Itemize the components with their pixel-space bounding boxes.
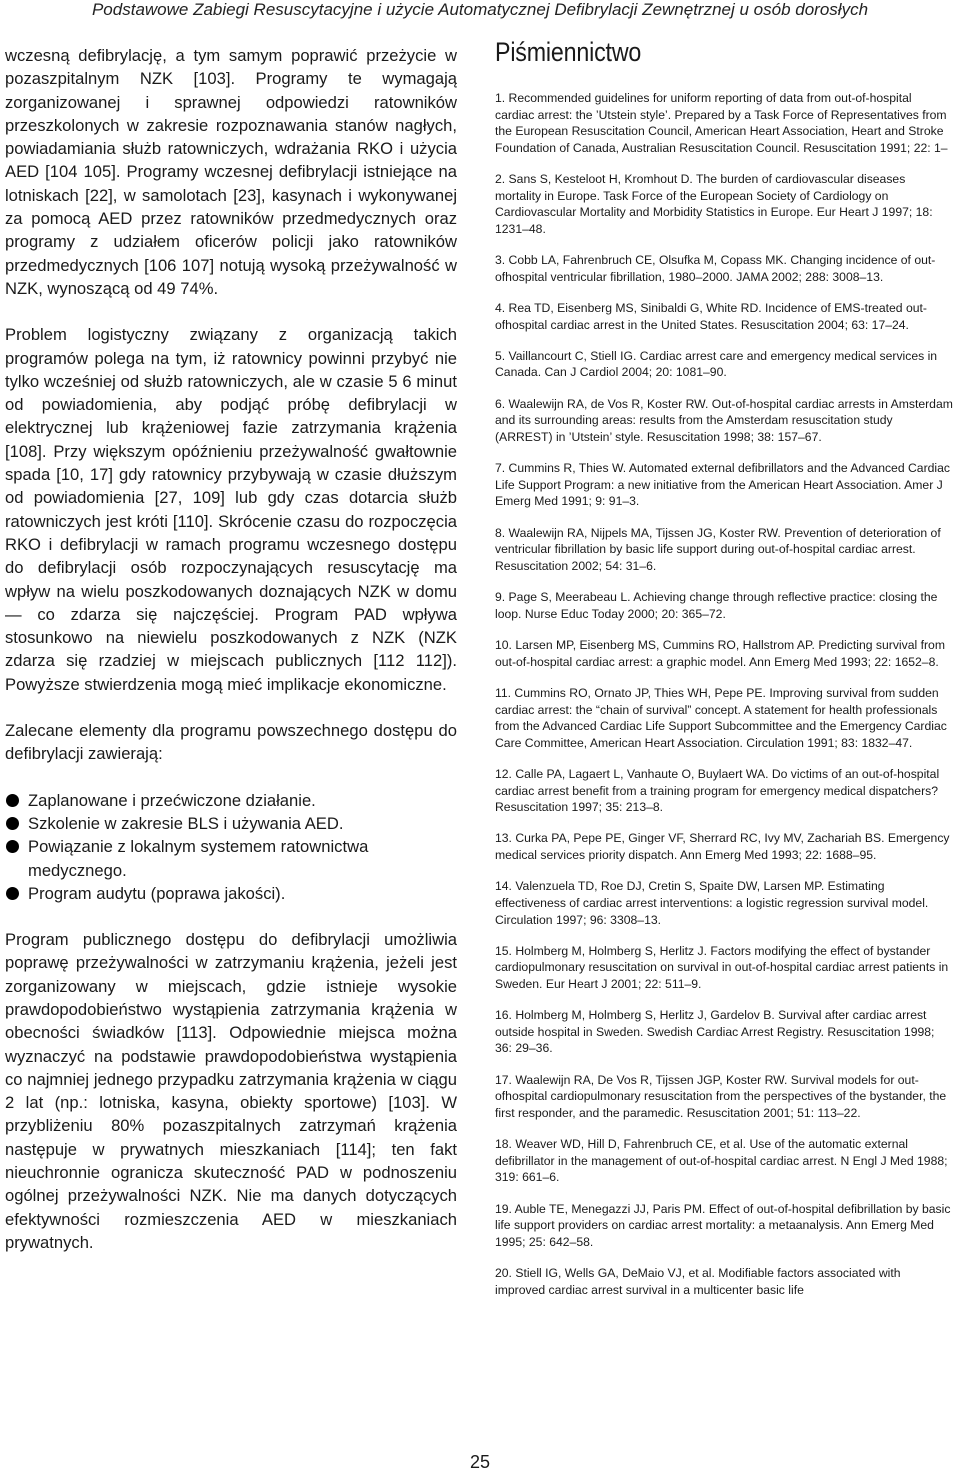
reference-item: 7. Cummins R, Thies W. Automated external defibrillators and the Advanced Cardiac Life Support Program: a new initiative from the American Heart Association. Amer J Emerg Med 1991; 9: 91–3. bbox=[495, 461, 950, 509]
bullet-icon bbox=[6, 817, 19, 830]
reference-item: 5. Vaillancourt C, Stiell IG. Cardiac arrest care and emergency medical services in Canada. Can J Cardiol 2004; 20: 1081–90. bbox=[495, 348, 938, 380]
body-paragraph: Problem logistyczny związany z organizacją takich programów polega na tym, iż ratownicy powinni przybyć nie tylko wcześniej od służb ratowniczych, ale w czasie 5 6 minut od powiadomienia, aby podjąć próbę defibrylacji w elektrycznej lub krążeniowej fazie zatrzymania krążenia [108]. Przy większym opóźnieniu przeżywalność gwałtownie spada [10, 17] gdy ratownicy przybywają w czasie dłuższym od powiadomienia [27, 109] lub gdy czas dotarcia służb ratowniczych jest króti [110]. Skrócenie czasu do rozpoczęcia RKO i defibrylacji w ramach programu wczesnego dostępu do defibrylacji osób rozpoczynających resuscytację ma wpływ na wielu poszkodowanych doznających NZK w domu — co zdarza się najczęściej. Program PAD wpływa stosunkowo na niewielu poszkodowanych z NZK (NZK zdarza się rzadziej w miejscach publicznych [112 112]). Powyższe stwierdzenia mogą mieć implikacje ekonomiczne. bbox=[5, 325, 457, 694]
list-item-text: Powiązanie z lokalnym systemem ratownictwa medycznego. bbox=[28, 837, 369, 880]
list-item bbox=[5, 789, 457, 812]
reference-item: 4. Rea TD, Eisenberg MS, Sinibaldi G, White RD. Incidence of EMS-treated out-ofhospital cardiac arrest in the United States. Resuscitation 2004; 63: 17–24. bbox=[495, 301, 927, 332]
list-item-text: Program audytu (poprawa jakości). bbox=[28, 883, 286, 903]
reference-item: 14. Valenzuela TD, Roe DJ, Cretin S, Spaite DW, Larsen MP. Estimating effectiveness of cardiac arrest interventions: a logistic regression survival model. Circulation 1997; 96: 3308–13. bbox=[495, 879, 929, 927]
reference-item: 9. Page S, Meerabeau L. Achieving change through reflective practice: closing the loop. Nurse Educ Today 2000; 20: 365–72. bbox=[495, 590, 938, 621]
reference-list bbox=[495, 90, 953, 1298]
list-item bbox=[5, 882, 457, 905]
list-item bbox=[5, 835, 457, 882]
running-header bbox=[0, 0, 960, 20]
reference-item: 18. Weaver WD, Hill D, Fahrenbruch CE, et al. Use of the automatic external defibrillator in the management of out-of-hospital cardiac arrest. N Engl J Med 1988; 319: 661–6. bbox=[495, 1137, 948, 1185]
reference-item: 12. Calle PA, Lagaert L, Vanhaute O, Buylaert WA. Do victims of an out-of-hospital cardiac arrest benefit from a training program for emergency medical dispatchers? Resuscitation 1997; 35: 213–8. bbox=[495, 766, 940, 815]
reference-item: 19. Auble TE, Menegazzi JJ, Paris PM. Effect of out-of-hospital defibrillation by basic life support providers on cardiac arrest mortality: a metaanalysis. Ann Emerg Med 1995; 25: 642–58. bbox=[495, 1201, 951, 1249]
body-text-column bbox=[5, 44, 457, 1254]
running-header-title: Podstawowe Zabiegi Resuscytacyjne i użycie Automatycznej Defibrylacji Zewnętrznej u osób dorosłych bbox=[91, 0, 869, 19]
reference-item: 13. Curka PA, Pepe PE, Ginger VF, Sherrard RC, Ivy MV, Zachariah BS. Emergency medical services priority dispatch. Ann Emerg Med 1993; 22: 1688–95. bbox=[495, 831, 950, 863]
reference-item: 10. Larsen MP, Eisenberg MS, Cummins RO, Hallstrom AP. Predicting survival from out-of-hospital cardiac arrest: a graphic model. Ann Emerg Med 1993; 22: 1652–8. bbox=[495, 638, 945, 669]
list-item-text: Zaplanowane i przećwiczone działanie. bbox=[28, 790, 316, 810]
references-column bbox=[495, 36, 953, 1313]
bullet-icon bbox=[6, 887, 19, 900]
body-paragraph: Zalecane elementy dla programu powszechnego dostępu do defibrylacji zawierają: bbox=[5, 721, 457, 764]
reference-item: 3. Cobb LA, Fahrenbruch CE, Olsufka M, Copass MK. Changing incidence of out-ofhospital ventricular fibrillation, 1980–2000. JAMA 2002; 288: 3008–13. bbox=[495, 253, 936, 284]
reference-item: 6. Waalewijn RA, de Vos R, Koster RW. Out-of-hospital cardiac arrests in Amsterdam and its surrounding areas: results from the Amsterdam resuscitation study (ARREST) in ’Utstein’ style. Resuscitation 1998; 38: 157–67. bbox=[495, 396, 953, 444]
bullet-icon bbox=[6, 794, 19, 807]
references-heading: Piśmiennictwo bbox=[495, 37, 642, 67]
body-paragraph: wczesną defibrylację, a tym samym poprawić przeżycie w pozaszpitalnym NZK [103]. Programy te wymagają zorganizowanej i sprawnej odpowiedzi ratowników przeszkolonych w zakresie rozpoznawania stanów nagłych, powiadamiania służb ratowniczych, wdrażania RKO i użycia AED [104 105]. Programy wczesnej defibrylacji istniejące na lotniskach [22], w samolotach [23], kasynach i wykonywanej za pomocą AED przez ratowników przedmedycznych oraz programy z udziałem oficerów policji jako ratowników przedmedycznych [106 107] notują wysoką przeżywalność w NZK, wynoszącą od 49 74%. bbox=[5, 46, 457, 298]
page-number: 25 bbox=[469, 1452, 491, 1472]
reference-item: 20. Stiell IG, Wells GA, DeMaio VJ, et al. Modifiable factors associated with improved cardiac arrest survival in a multicenter basic life bbox=[495, 1266, 901, 1297]
reference-item: 2. Sans S, Kesteloot H, Kromhout D. The burden of cardiovascular diseases mortality in Europe. Task Force of the European Society of Cardiology on Cardiovascular Mortality and Morbidity Statistics in Europe. Eur Heart J 1997; 18: 1231–48. bbox=[495, 172, 933, 236]
reference-item: 1. Recommended guidelines for uniform reporting of data from out-of-hospital cardiac arrest: the ’Utstein style’. Prepared by a Task Force of Representatives from the European Resuscitation Council, American Heart Association, Heart and Stroke Foundation of Canada, Australian Resuscitation Council. Resuscitation 1991; 22: 1– bbox=[495, 91, 948, 155]
reference-item: 17. Waalewijn RA, De Vos R, Tijssen JGP, Koster RW. Survival models for out-ofhospital cardiopulmonary resuscitation from the perspectives of the bystander, the first responder, and the paramedic. Resuscitation 2001; 51: 113–22. bbox=[495, 1072, 947, 1120]
reference-item: 8. Waalewijn RA, Nijpels MA, Tijssen JG, Koster RW. Prevention of deterioration of ventricular fibrillation by basic life support during out-of-hospital cardiac arrest. Resuscitation 2002; 54: 31–6. bbox=[495, 525, 941, 573]
body-paragraph: Program publicznego dostępu do defibrylacji umożliwia poprawę przeżywalności w zatrzymaniu krążenia, jeżeli jest zorganizowany w miejscach, gdzie istnieje wysokie prawdopodobieństwo wystąpienia zatrzymania krążenia w obecności świadków [113]. Odpowiednie miejsca można wyznaczyć na podstawie prawdopodobieństwa wystąpienia co najmniej jednego przypadku zatrzymania krążenia w ciągu 2 lat (np.: lotniska, kasyna, obiekty sportowe) [103]. W przybliżeniu 80% pozaszpitalnych zatrzymań krążenia następuje w prywatnych mieszkaniach [114]; ten fakt nieuchronnie ogranicza skuteczność PAD w podnoszeniu ogólnej przeżywalności NZK. Nie ma danych dotyczących efektywności rozmieszczenia AED w mieszkaniach prywatnych. bbox=[5, 930, 457, 1252]
list-item-text: Szkolenie w zakresie BLS i używania AED. bbox=[28, 813, 344, 833]
reference-item: 11. Cummins RO, Ornato JP, Thies WH, Pepe PE. Improving survival from sudden cardiac arrest: the “chain of survival” concept. A statement for health professionals from the Advanced Cardiac Life Support Subcommittee and the Emergency Cardiac Care Committee, American Heart Association. Circulation 1991; 83: 1832–47. bbox=[495, 685, 947, 750]
reference-item: 15. Holmberg M, Holmberg S, Herlitz J. Factors modifying the effect of bystander cardiopulmonary resuscitation on survival in out-of-hospital cardiac arrest patients in Sweden. Eur Heart J 2001; 22: 511–9. bbox=[495, 943, 949, 991]
list-item bbox=[5, 812, 457, 835]
recommendations-list bbox=[5, 789, 457, 905]
reference-item: 16. Holmberg M, Holmberg S, Herlitz J, Gardelov B. Survival after cardiac arrest outside hospital in Sweden. Swedish Cardiac Arrest Registry. Resuscitation 1998; 36: 29–36. bbox=[495, 1008, 935, 1056]
bullet-icon bbox=[6, 840, 19, 853]
